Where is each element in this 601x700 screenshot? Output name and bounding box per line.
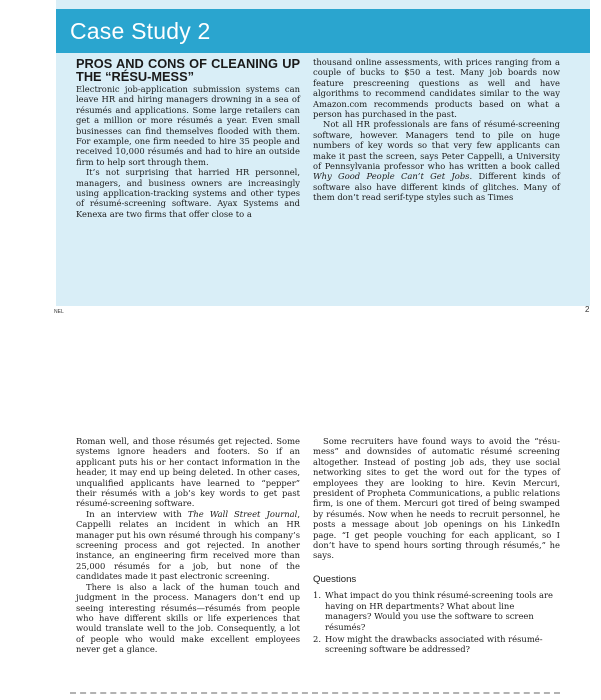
paragraph: Roman well, and those résumés get rejected. Some systems ignore headers and footers. So if an applicant puts his or her contact information in the header, it may end up being deleted. In other cases, unqualified applicants have learned to “pepper” their résumés with a job’s key words to get past résumé-screening software.	[76, 436, 300, 509]
article-heading: PROS AND CONS OF CLEANING UP THE “RÉSU-MESS”	[76, 56, 300, 84]
questions-list	[313, 590, 560, 654]
paragraph: Electronic job-application submission systems can leave HR and hiring managers drowning in a sea of résumés and applications. Some large retailers can get a million or more résumés a year. Even small businesses can find themselves flooded with them. For example, one firm needed to hire 35 people and received 10,000 résumés and had to hire an outside firm to help sort through them.	[76, 84, 300, 167]
question-text: What impact do you think résumé-screening tools are having on HR departments? What about line managers? Would you use the software to screen résumés?	[325, 590, 553, 632]
text-run: , Cappelli relates an incident in which an HR manager put his own résumé through his company’s screening process and got rejected. In another instance, an engineering firm received more than 25,000 résumés for a job, but none of the candidates made it past electronic screening.	[76, 508, 300, 582]
bottom-right-column	[313, 436, 560, 657]
question-text: How might the drawbacks associated with résumé-screening software be addressed?	[325, 633, 543, 655]
case-title: Case Study 2	[70, 18, 211, 44]
paragraph	[76, 509, 300, 582]
footer-label: NEL	[54, 309, 64, 315]
question-number: 1.	[313, 590, 321, 601]
text-run: In an interview with	[86, 508, 188, 519]
bottom-divider	[70, 692, 560, 694]
paragraph: It’s not surprising that harried HR personnel, managers, and business owners are increasingly using application-tracking systems and other types of résumé-screening software. Ayax Systems and Kenexa are two firms that offer close to a	[76, 167, 300, 219]
bottom-left-column	[76, 436, 300, 655]
text-run: Not all HR professionals are fans of résumé-screening software, however. Managers tend to pile on huge numbers of key words so that very few applicants can make it past the screen, says Peter Cappelli, a University of Pennsylvania professor who has written a book called	[313, 119, 560, 172]
question-item	[313, 590, 560, 632]
journal-title: The Wall Street Journal	[187, 508, 298, 519]
paragraph	[313, 119, 560, 202]
case-title-band	[56, 9, 590, 53]
book-title: Why Good People Can’t Get Jobs	[313, 171, 470, 182]
paragraph: There is also a lack of the human touch and judgment in the process. Managers don’t end up seeing interesting résumés—résumés from people who have different skills or life experiences that would translate well to the job. Consequently, a lot of people who would make excellent employees never get a glance.	[76, 581, 300, 655]
paragraph: thousand online assessments, with prices ranging from a couple of bucks to $50 a test. Many job boards now feature prescreening questions as well and have algorithms to recommend candidates similar to the way Amazon.com recommends products based on what a person has purchased in the past.	[313, 57, 560, 120]
paragraph: Some recruiters have found ways to avoid the “résu-mess” and downsides of automatic résumé screening altogether. Instead of posting job ads, they use social networking sites to get the word out for the types of employees they are looking to hire. Kevin Mercuri, president of Propheta Communications, a public relations firm, is one of them. Mercuri got tired of being swamped by résumés. Now when he needs to recruit personnel, he posts a message about job openings on his LinkedIn page. “I get people vouching for each applicant, so I don’t have to spend hours sorting through résumés,” he says.	[313, 436, 560, 561]
question-number: 2.	[313, 633, 321, 644]
questions-heading: Questions	[313, 573, 357, 585]
top-right-column	[313, 57, 560, 203]
text-run: . Different kinds of software also have different kinds of glitches. Many of them don’t read serif-type styles such as Times	[313, 171, 560, 203]
question-item	[313, 634, 560, 655]
page-number: 2	[585, 305, 590, 314]
top-left-column	[76, 57, 300, 219]
